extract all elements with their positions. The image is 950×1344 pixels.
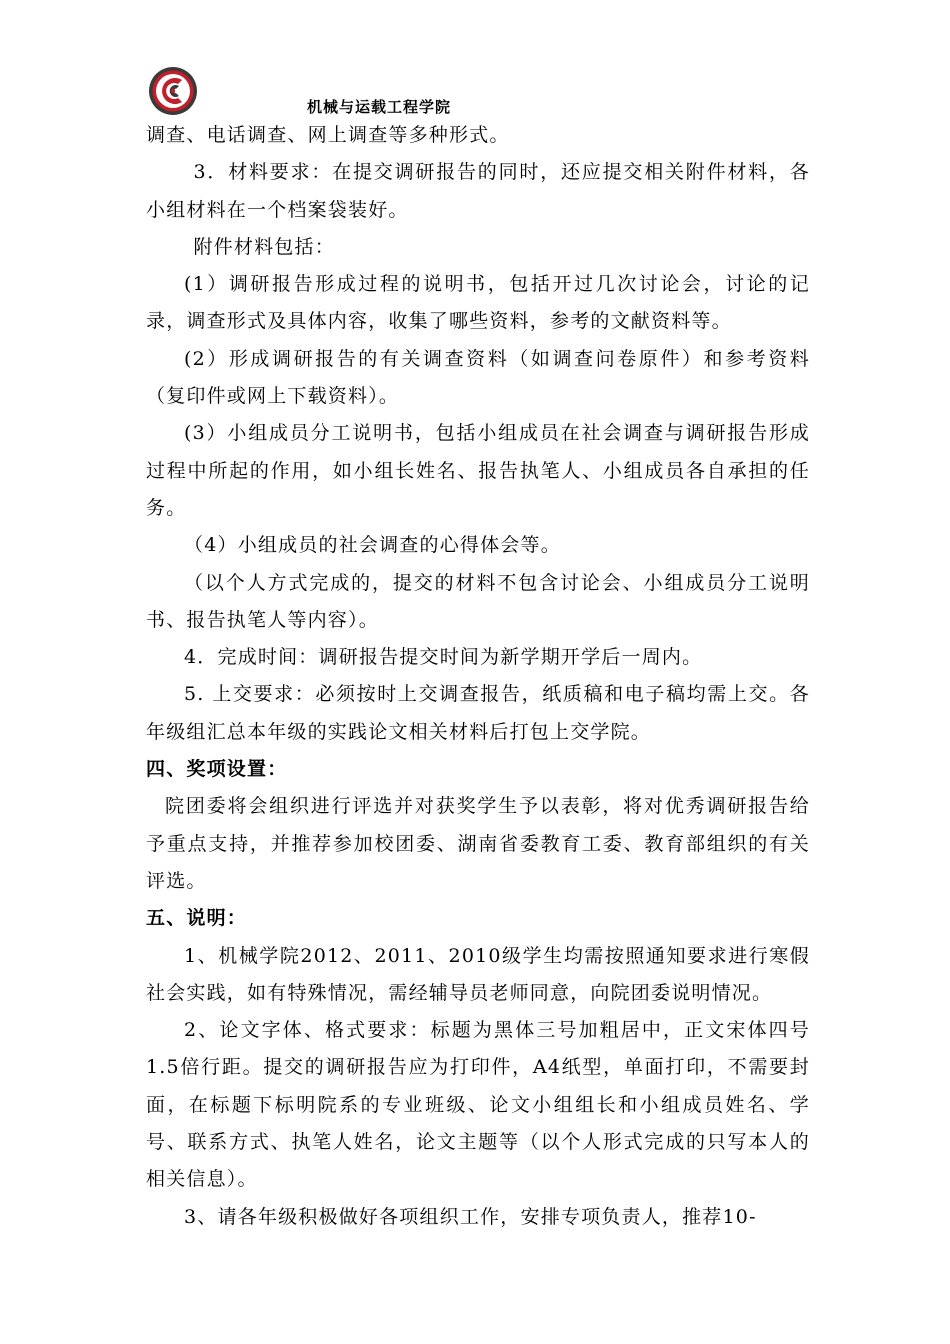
paragraph: 2、论文字体、格式要求：标题为黑体三号加粗居中，正文宋体四号1.5倍行距。提交的调研报告应为打印件，A4纸型，单面打印，不需要封面，在标题下标明院系的专业班级、论文小组组长和小组成员姓名、学号、联系方式、执笔人姓名，论文主题等（以个人形式完成的只写本人的相关信息）。 [146,1019,810,1191]
document-body [146,117,810,1236]
paragraph: （4）小组成员的社会调查的心得体会等。 [184,534,561,557]
paragraph: 4．完成时间：调研报告提交时间为新学期开学后一周内。 [184,646,703,669]
paragraph: (1）调研报告形成过程的说明书，包括开过几次讨论会，讨论的记录，调查形式及具体内容，收集了哪些资料，参考的文献资料等。 [146,273,810,333]
section-heading: 五、说明： [146,907,248,930]
paragraph: (2）形成调研报告的有关调查资料（如调查问卷原件）和参考资料（复印件或网上下载资料）。 [146,347,810,408]
header-school-name: 机械与运载工程学院 [307,98,452,116]
paragraph: 调查、电话调查、网上调查等多种形式。 [146,124,510,146]
paragraph: 1、机械学院2012、2011、2010级学生均需按照通知要求进行寒假社会实践，如有特殊情况，需经辅导员老师同意，向院团委说明情况。 [146,944,810,1004]
paragraph: 3、请各年级积极做好各项组织工作，安排专项负责人，推荐10- [184,1205,757,1228]
paragraph: (3）小组成员分工说明书，包括小组成员在社会调查与调研报告形成过程中所起的作用，如小组长姓名、报告执笔人、小组成员各自承担的任务。 [146,422,810,519]
section-heading: 四、奖项设置： [146,758,288,781]
paragraph: 附件材料包括： [193,235,335,258]
paragraph: 5. 上交要求：必须按时上交调查报告，纸质稿和电子稿均需上交。各年级组汇总本年级的实践论文相关材料后打包上交学院。 [146,683,810,743]
paragraph: 院团委将会组织进行评选并对获奖学生予以表彰，将对优秀调研报告给予重点支持，并推荐参加校团委、湖南省委教育工委、教育部组织的有关评选。 [146,795,810,892]
school-emblem-icon [148,66,198,116]
paragraph: 3．材料要求：在提交调研报告的同时，还应提交相关附件材料，各小组材料在一个档案袋装好。 [146,161,810,221]
paragraph: （以个人方式完成的，提交的材料不包含讨论会、小组成员分工说明书、报告执笔人等内容）。 [146,571,810,631]
